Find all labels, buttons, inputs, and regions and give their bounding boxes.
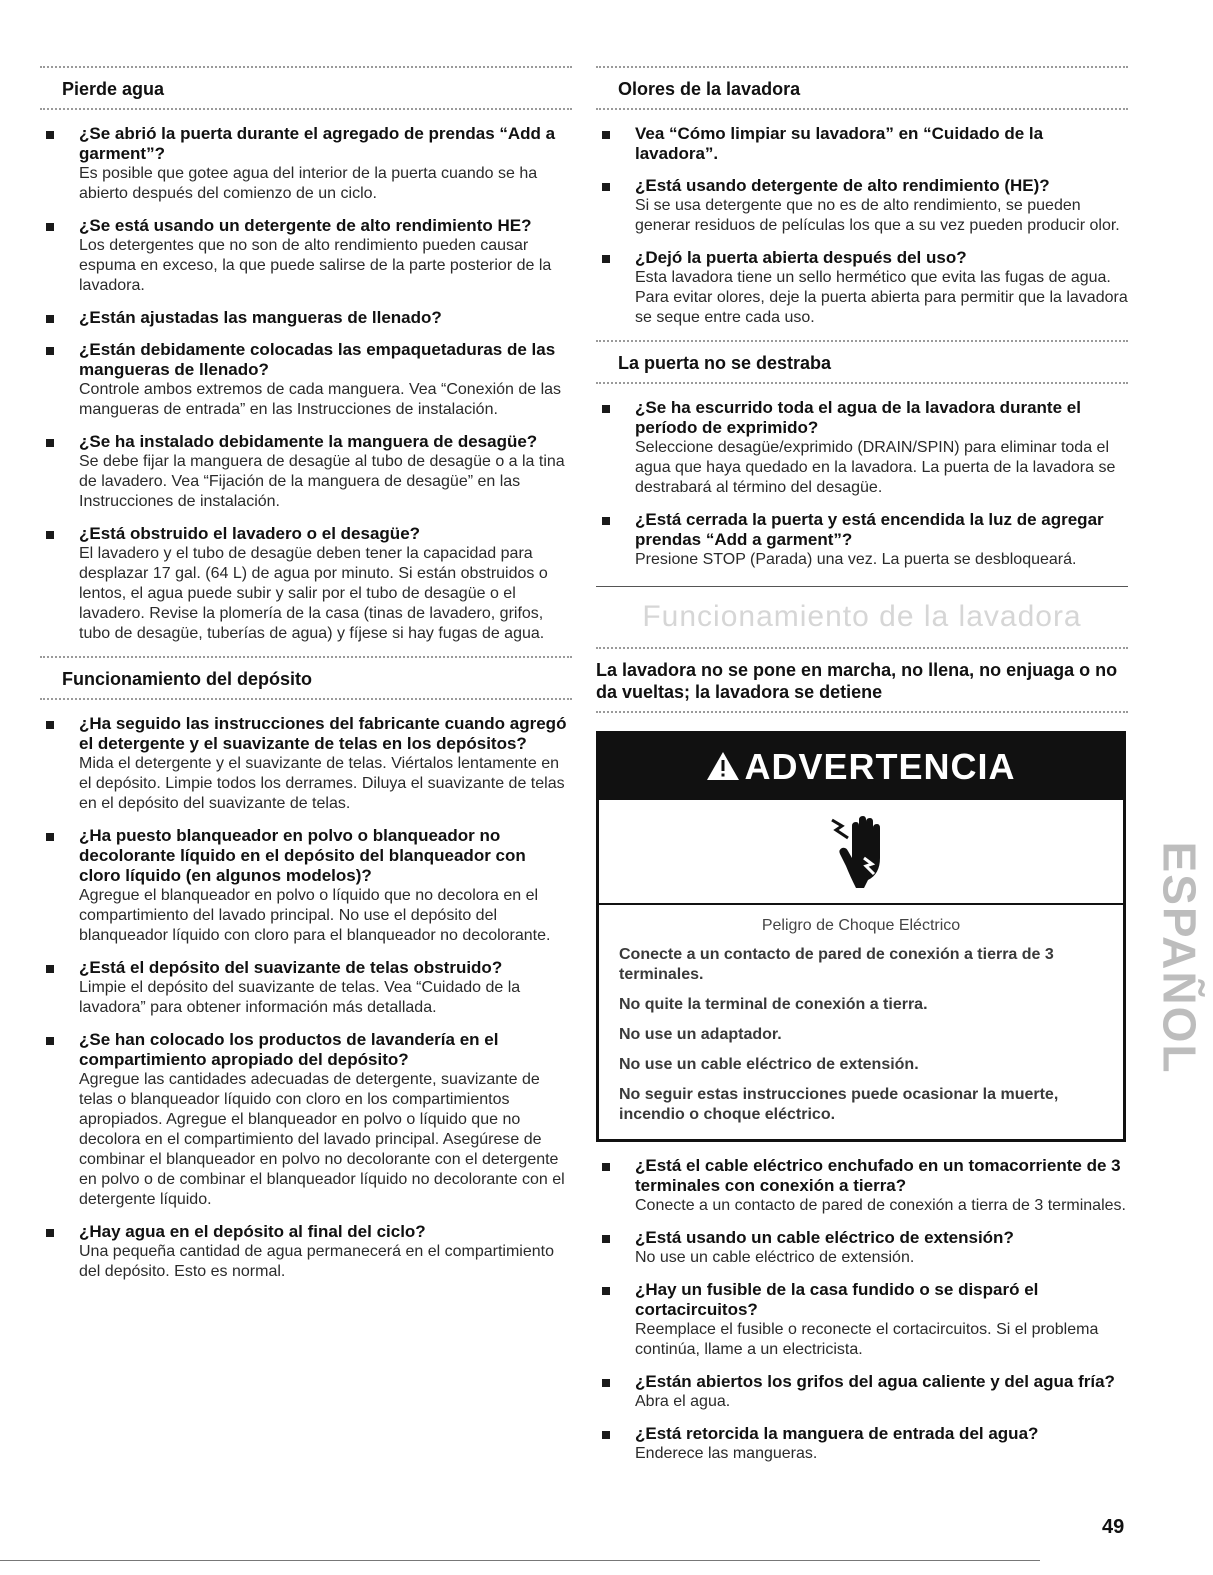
list-item <box>40 1222 572 1282</box>
list-item <box>40 826 572 946</box>
electric-shock-hand-icon <box>599 800 1123 905</box>
warning-header-text: ADVERTENCIA <box>744 746 1016 787</box>
question: ¿Se está usando un detergente de alto rendimiento HE? <box>79 216 532 235</box>
warning-triangle-icon <box>706 736 740 802</box>
list-item <box>596 1424 1128 1464</box>
warning-line: Conecte a un contacto de pared de conexión a tierra de 3 terminales. <box>619 946 1054 983</box>
list-item <box>596 1228 1128 1268</box>
right-column <box>596 66 1128 1476</box>
list-item <box>40 958 572 1018</box>
question: ¿Están debidamente colocadas las empaquetaduras de las mangueras de llenado? <box>79 340 556 379</box>
list-item <box>40 216 572 296</box>
answer: Agregue las cantidades adecuadas de detergente, suavizante de telas o blanqueador líquido con cloro en los compartimientos apropiados. Agregue el blanqueador en polvo o líquido que no decolora en el compartimiento del lavado principal. Asegúrese de combinar el blanqueador en polvo no decolorante con el detergente en polvo o de combinar el blanqueador líquido no decolorante con el detergente líquido. <box>79 1071 565 1208</box>
section-header-odors <box>596 66 1128 110</box>
question: ¿Se abrió la puerta durante el agregado de prendas “Add a garment”? <box>79 124 556 163</box>
answer: Presione STOP (Parada) una vez. La puerta se desbloqueará. <box>635 551 1077 568</box>
question: ¿Está retorcida la manguera de entrada del agua? <box>635 1424 1039 1443</box>
answer: Seleccione desagüe/exprimido (DRAIN/SPIN) para eliminar toda el agua que haya quedado en la lavadora. La puerta de la lavadora se destrabará al término del desagüe. <box>635 439 1116 496</box>
question: ¿Están ajustadas las mangueras de llenado? <box>79 308 442 327</box>
list-item <box>40 340 572 420</box>
question: ¿Ha puesto blanqueador en polvo o blanqueador no decolorante líquido en el depósito del blanqueador con cloro líquido (en algunos modelos)? <box>79 826 526 885</box>
question: ¿Está el depósito del suavizante de telas obstruido? <box>79 958 503 977</box>
section-header-door <box>596 340 1128 384</box>
answer: El lavadero y el tubo de desagüe deben tener la capacidad para desplazar 17 gal. (64 L) de agua por minuto. Si están obstruidos o lentos, el agua puede subir y salir por el tubo de desagüe o el lavadero. Revise la plomería de la casa (tinas de lavadero, grifos, tubo de desagüe, tuberías de agua) y fíjese si hay fugas de agua. <box>79 545 548 642</box>
answer: Limpie el depósito del suavizante de telas. Vea “Cuidado de la lavadora” para obtener información más detallada. <box>79 979 521 1016</box>
question: ¿Ha seguido las instrucciones del fabricante cuando agregó el detergente y el suavizante de telas en los depósitos? <box>79 714 567 753</box>
list-item <box>596 124 1128 164</box>
page-number: 49 <box>1102 1516 1125 1538</box>
question: Vea “Cómo limpiar su lavadora” en “Cuidado de la lavadora”. <box>635 124 1044 163</box>
warning-header <box>599 734 1123 800</box>
category-title: Funcionamiento de la lavadora <box>642 600 1082 633</box>
answer: Los detergentes que no son de alto rendimiento pueden causar espuma en exceso, la que puede salirse de la parte posterior de la lavadora. <box>79 237 552 294</box>
list-item <box>596 1280 1128 1360</box>
warning-box <box>596 731 1126 1142</box>
list-item <box>40 432 572 512</box>
question: ¿Está el cable eléctrico enchufado en un tomacorriente de 3 terminales con conexión a tierra? <box>635 1156 1121 1195</box>
list-item <box>596 1372 1128 1412</box>
no-start-list <box>596 1156 1128 1464</box>
list-item <box>40 1030 572 1210</box>
question: ¿Se ha escurrido toda el agua de la lavadora durante el período de exprimido? <box>635 398 1081 437</box>
answer: No use un cable eléctrico de extensión. <box>635 1249 915 1266</box>
list-item <box>596 1156 1128 1216</box>
section-header-leaks <box>40 66 572 110</box>
section-title-odors: Olores de la lavadora <box>618 79 801 99</box>
question: ¿Hay agua en el depósito al final del ciclo? <box>79 1222 426 1241</box>
question: ¿Está obstruido el lavadero o el desagüe? <box>79 524 421 543</box>
odors-list <box>596 124 1128 328</box>
list-item <box>40 524 572 644</box>
answer: Abra el agua. <box>635 1393 731 1410</box>
question: ¿Está cerrada la puerta y está encendida la luz de agregar prendas “Add a garment”? <box>635 510 1104 549</box>
answer: Controle ambos extremos de cada manguera. Vea “Conexión de las mangueras de entrada” en las Instrucciones de instalación. <box>79 381 562 418</box>
language-side-tab <box>1149 838 1209 1078</box>
warning-body <box>599 905 1123 1139</box>
question: ¿Se han colocado los productos de lavandería en el compartimiento apropiado del depósito? <box>79 1030 499 1069</box>
list-item <box>40 124 572 204</box>
answer: Es posible que gotee agua del interior de la puerta cuando se ha abierto después del comienzo de un ciclo. <box>79 165 538 202</box>
answer: Agregue el blanqueador en polvo o líquido que no decolora en el compartimiento del lavado principal. No use el depósito del blanqueador líquido con cloro para el blanqueador no decolorante. <box>79 887 551 944</box>
list-item <box>596 398 1128 498</box>
section-title-door: La puerta no se destraba <box>618 353 832 373</box>
warning-line: No seguir estas instrucciones puede ocasionar la muerte, incendio o choque eléctrico. <box>619 1086 1059 1123</box>
list-item <box>40 308 572 328</box>
answer: Conecte a un contacto de pared de conexión a tierra de 3 terminales. <box>635 1197 1126 1214</box>
left-column <box>40 66 572 1294</box>
question: ¿Está usando un cable eléctrico de extensión? <box>635 1228 1014 1247</box>
list-item <box>596 176 1128 236</box>
bottom-rule <box>0 1560 1040 1561</box>
answer: Esta lavadora tiene un sello hermético que evita las fugas de agua. Para evitar olores, deje la puerta abierta para permitir que la lavadora se seque entre cada uso. <box>635 269 1128 326</box>
warning-line: No use un adaptador. <box>619 1026 782 1043</box>
answer: Reemplace el fusible o reconecte el cortacircuitos. Si el problema continúa, llame a un electricista. <box>635 1321 1099 1358</box>
hazard-title: Peligro de Choque Eléctrico <box>761 917 961 934</box>
divider <box>596 586 1128 587</box>
section-header-no-start <box>596 647 1128 713</box>
question: ¿Se ha instalado debidamente la manguera de desagüe? <box>79 432 538 451</box>
warning-line: No use un cable eléctrico de extensión. <box>619 1056 919 1073</box>
answer: Se debe fijar la manguera de desagüe al tubo de desagüe o a la tina de lavadero. Vea “Fijación de la manguera de desagüe” en las Instrucciones de instalación. <box>79 453 565 510</box>
answer: Una pequeña cantidad de agua permanecerá en el compartimiento del depósito. Esto es normal. <box>79 1243 554 1280</box>
dispenser-list <box>40 714 572 1282</box>
question: ¿Hay un fusible de la casa fundido o se disparó el cortacircuitos? <box>635 1280 1039 1319</box>
list-item <box>596 248 1128 328</box>
answer: Mida el detergente y el suavizante de telas. Viértalos lentamente en el depósito. Limpie todos los derrames. Diluya el suavizante de telas en el depósito del suavizante de telas. <box>79 755 565 812</box>
section-title-leaks: Pierde agua <box>62 79 165 99</box>
section-title-no-start: La lavadora no se pone en marcha, no llena, no enjuaga o no da vueltas; la lavadora se detiene <box>596 660 1118 702</box>
leaks-list <box>40 124 572 644</box>
question: ¿Está usando detergente de alto rendimiento (HE)? <box>635 176 1050 195</box>
answer: Si se usa detergente que no es de alto rendimiento, se pueden generar residuos de películas los que a su vez pueden producir olor. <box>635 197 1120 234</box>
question: ¿Dejó la puerta abierta después del uso? <box>635 248 967 267</box>
answer: Enderece las mangueras. <box>635 1445 818 1462</box>
list-item <box>40 714 572 814</box>
door-list <box>596 398 1128 570</box>
question: ¿Están abiertos los grifos del agua caliente y del agua fría? <box>635 1372 1115 1391</box>
section-header-dispenser <box>40 656 572 700</box>
section-title-dispenser: Funcionamiento del depósito <box>62 669 313 689</box>
warning-line: No quite la terminal de conexión a tierra. <box>619 996 928 1013</box>
side-tab-text: ESPAÑOL <box>1153 841 1206 1075</box>
list-item <box>596 510 1128 570</box>
